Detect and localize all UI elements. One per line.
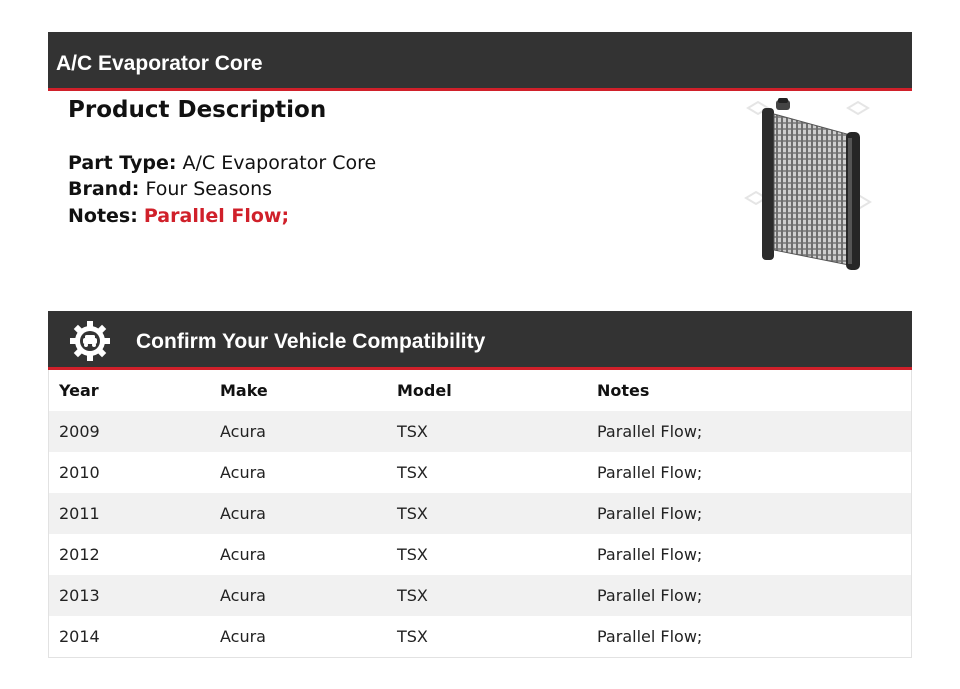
compatibility-header-title: Confirm Your Vehicle Compatibility: [136, 330, 486, 353]
cell-model: TSX: [397, 422, 428, 441]
table-row: [49, 452, 911, 493]
cell-make: Acura: [220, 586, 266, 605]
cell-make: Acura: [220, 422, 266, 441]
product-description-title: Product Description: [68, 97, 327, 123]
cell-model: TSX: [397, 627, 428, 646]
table-row: [49, 493, 911, 534]
notes-value: Parallel Flow;: [143, 205, 290, 227]
cell-model: TSX: [397, 586, 428, 605]
compatibility-table: [48, 370, 912, 658]
notes-label: Notes:: [68, 205, 138, 227]
column-header-model: Model: [397, 381, 452, 400]
evaporator-core-image: [738, 98, 912, 274]
column-header-make: Make: [220, 381, 268, 400]
cell-notes: Parallel Flow;: [597, 627, 703, 646]
table-row: [49, 534, 911, 575]
cell-model: TSX: [397, 504, 428, 523]
part-type-label: Part Type:: [68, 152, 177, 174]
cell-year: 2013: [59, 586, 100, 605]
product-header: [48, 32, 912, 91]
cell-make: Acura: [220, 545, 266, 564]
cell-notes: Parallel Flow;: [597, 463, 703, 482]
table-row: [49, 411, 911, 452]
column-header-notes: Notes: [597, 381, 650, 400]
brand-line: [68, 176, 272, 202]
table-row: [49, 616, 911, 657]
cell-notes: Parallel Flow;: [597, 586, 703, 605]
cell-notes: Parallel Flow;: [597, 504, 703, 523]
cell-notes: Parallel Flow;: [597, 545, 703, 564]
table-row: [49, 575, 911, 616]
cell-make: Acura: [220, 504, 266, 523]
cell-year: 2012: [59, 545, 100, 564]
notes-line: [68, 203, 289, 229]
cell-year: 2014: [59, 627, 100, 646]
cell-year: 2010: [59, 463, 100, 482]
table-header-row: [49, 370, 911, 411]
brand-value: Four Seasons: [145, 178, 273, 200]
part-type-line: [68, 150, 376, 176]
brand-label: Brand:: [68, 178, 140, 200]
cell-model: TSX: [397, 545, 428, 564]
cell-make: Acura: [220, 627, 266, 646]
product-header-title: A/C Evaporator Core: [56, 52, 263, 75]
cell-model: TSX: [397, 463, 428, 482]
part-type-value: A/C Evaporator Core: [182, 152, 377, 174]
cell-year: 2009: [59, 422, 100, 441]
cell-year: 2011: [59, 504, 100, 523]
compatibility-header: [48, 311, 912, 370]
cell-make: Acura: [220, 463, 266, 482]
cell-notes: Parallel Flow;: [597, 422, 703, 441]
gear-car-icon: [68, 319, 112, 363]
column-header-year: Year: [59, 381, 99, 400]
